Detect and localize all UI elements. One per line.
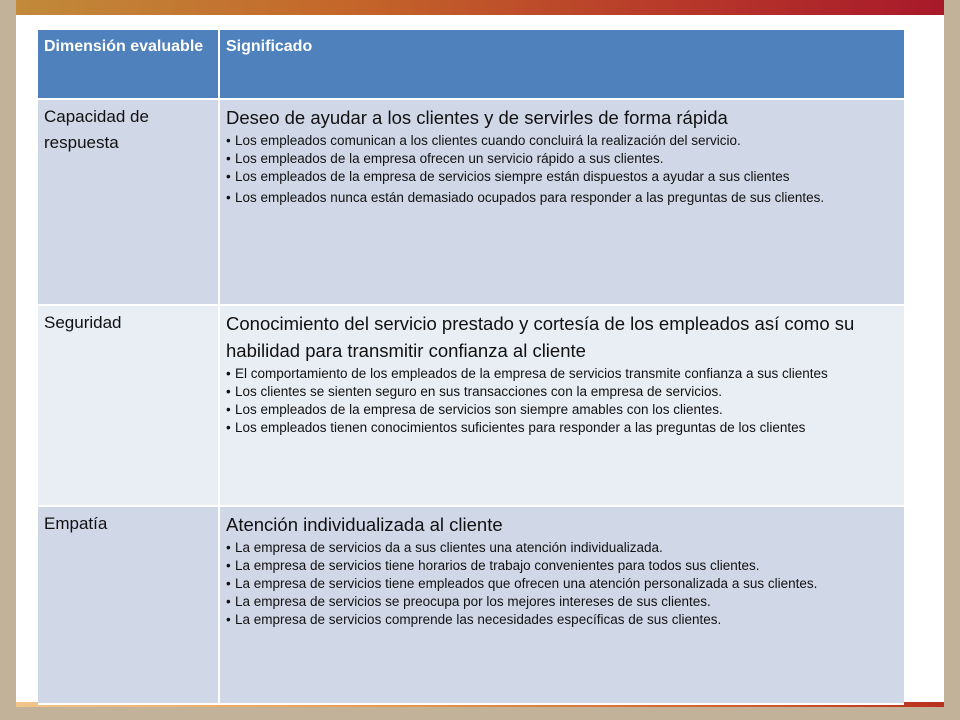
- bullet-list: [226, 365, 898, 437]
- header-dimension: Dimensión evaluable: [38, 30, 219, 99]
- meaning-heading: Atención individualizada al cliente: [226, 514, 503, 535]
- meaning-heading: Deseo de ayudar a los clientes y de servirles de forma rápida: [226, 107, 728, 128]
- dimension-cell: [38, 506, 219, 704]
- bullet-list: [226, 132, 898, 210]
- meaning-cell: [219, 305, 904, 506]
- table-row: [38, 506, 904, 704]
- meaning-heading: Conocimiento del servicio prestado y cortesía de los empleados así como su habilidad para transmitir confianza al cliente: [226, 313, 855, 361]
- dimension-label: Capacidad de respuesta: [44, 107, 149, 152]
- service-quality-table: [38, 30, 904, 705]
- list-item: • Los empleados de la empresa de servicios son siempre amables con los clientes.: [226, 401, 898, 419]
- table-row: [38, 305, 904, 506]
- bullet-list: [226, 539, 898, 629]
- dimension-label: Seguridad: [44, 313, 122, 332]
- list-item: • La empresa de servicios tiene empleados que ofrecen una atención personalizada a sus clientes.: [226, 575, 898, 593]
- list-item: • La empresa de servicios da a sus clientes una atención individualizada.: [226, 539, 898, 557]
- meaning-cell: [219, 506, 904, 704]
- list-item: • El comportamiento de los empleados de la empresa de servicios transmite confianza a sus clientes: [226, 365, 898, 383]
- dimension-cell: [38, 99, 219, 305]
- list-item: • Los empleados de la empresa de servicios siempre están dispuestos a ayudar a sus clientes: [226, 168, 898, 186]
- list-item: • Los empleados de la empresa ofrecen un servicio rápido a sus clientes.: [226, 150, 898, 168]
- dimension-cell: [38, 305, 219, 506]
- list-item: • La empresa de servicios se preocupa por los mejores intereses de sus clientes.: [226, 593, 898, 611]
- list-item: • La empresa de servicios comprende las necesidades específicas de sus clientes.: [226, 611, 898, 629]
- top-decorative-bar: [16, 0, 944, 15]
- list-item: • Los empleados comunican a los clientes cuando concluirá la realización del servicio.: [226, 132, 898, 150]
- header-meaning: Significado: [219, 30, 904, 99]
- meaning-cell: [219, 99, 904, 305]
- list-item: • Los empleados nunca están demasiado ocupados para responder a las preguntas de sus clientes.: [226, 186, 898, 210]
- table-header-row: [38, 30, 904, 99]
- list-item: • La empresa de servicios tiene horarios de trabajo convenientes para todos sus clientes.: [226, 557, 898, 575]
- list-item: • Los clientes se sienten seguro en sus transacciones con la empresa de servicios.: [226, 383, 898, 401]
- list-item: • Los empleados tienen conocimientos suficientes para responder a las preguntas de los clientes: [226, 419, 898, 437]
- table-row: [38, 99, 904, 305]
- dimension-label: Empatía: [44, 514, 108, 533]
